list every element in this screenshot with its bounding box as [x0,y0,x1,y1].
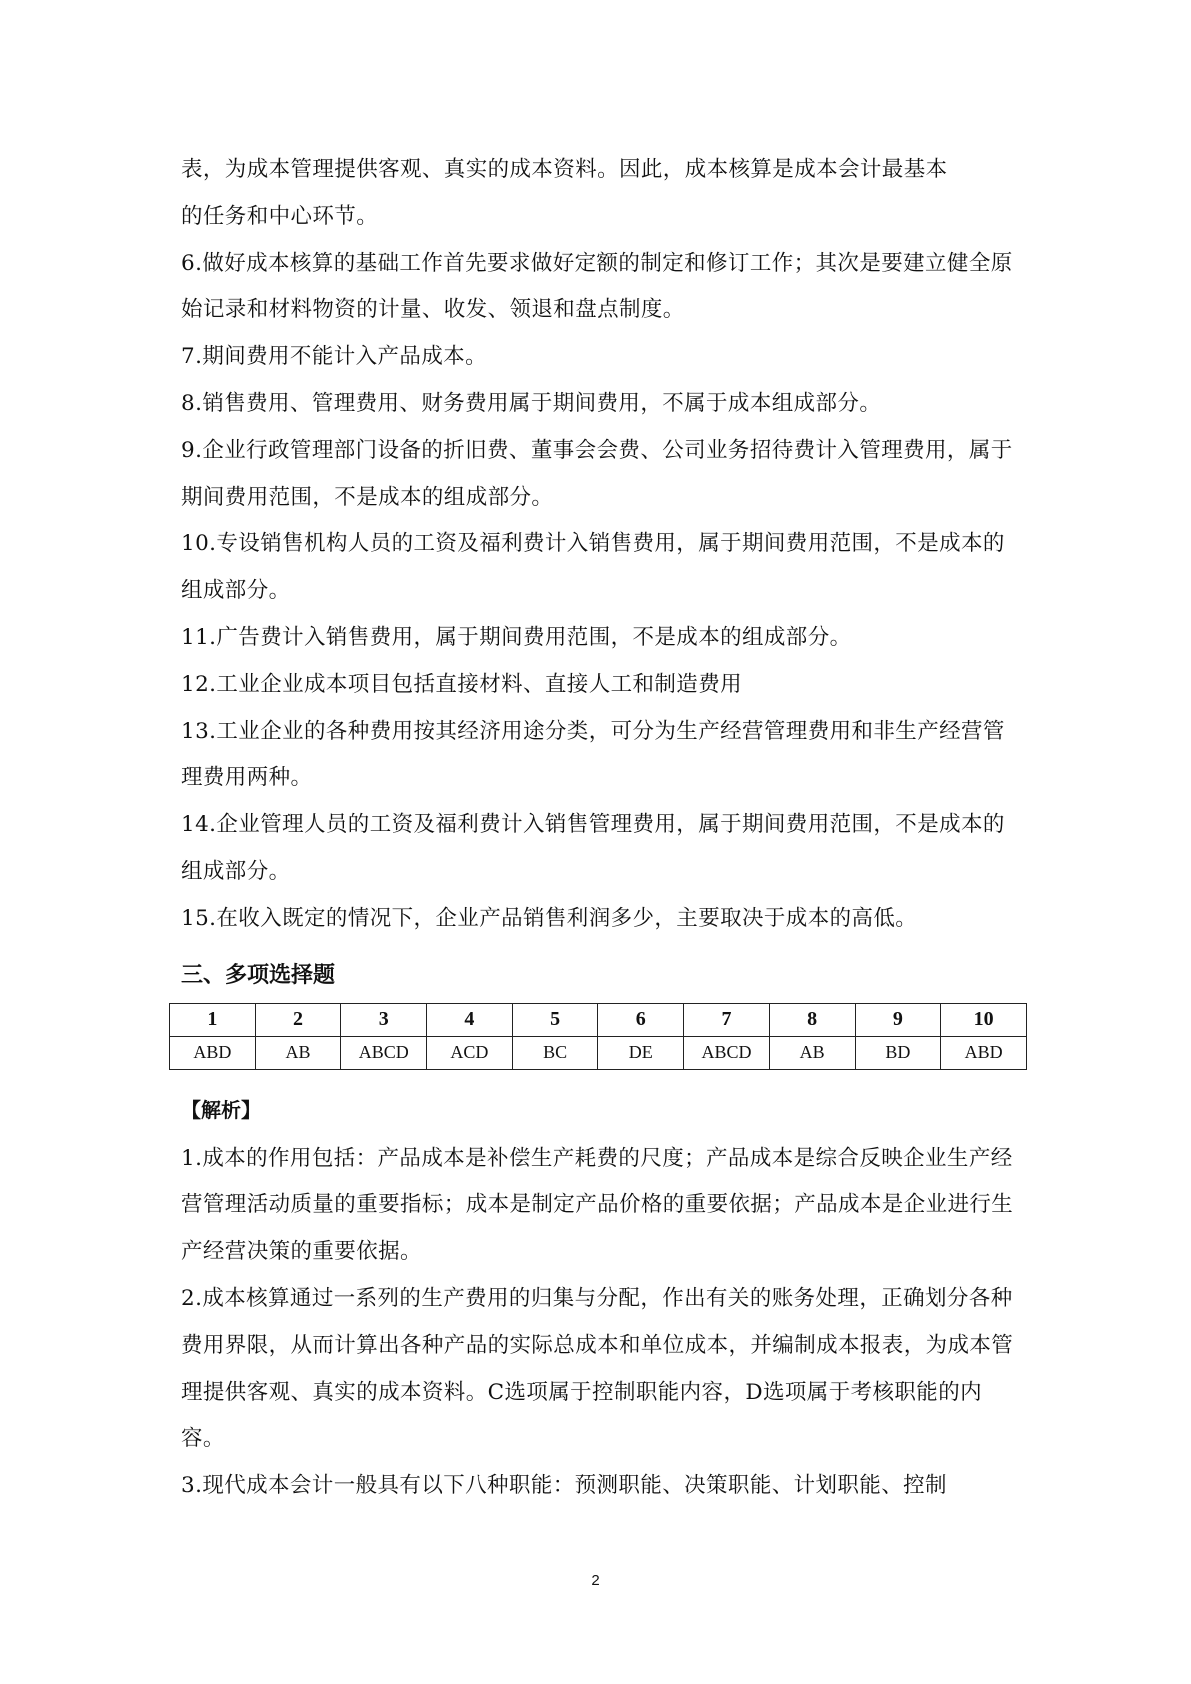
intro-line: 的任务和中心环节。 [181,203,379,229]
answer-cell: BD [855,1036,941,1069]
answer-value-row [170,1036,1027,1069]
judgement-item-10: 10.专设销售机构人员的工资及福利费计入销售费用，属于期间费用范围，不是成本的组成部分。 [181,531,1005,604]
question-number-cell: 9 [855,1003,941,1036]
question-number-cell: 8 [769,1003,855,1036]
answer-cell: ACD [427,1036,513,1069]
question-number-cell: 7 [684,1003,770,1036]
section-heading: 三、多项选择题 [181,962,336,988]
answer-table [169,1003,1027,1070]
question-number-cell: 6 [598,1003,684,1036]
answer-cell: ABD [170,1036,256,1069]
answer-cell: DE [598,1036,684,1069]
answer-cell: ABCD [684,1036,770,1069]
question-number-cell: 10 [941,1003,1027,1036]
answer-cell: AB [255,1036,341,1069]
judgement-item-6: 6.做好成本核算的基础工作首先要求做好定额的制定和修订工作；其次是要建立健全原始记录和材料物资的计量、收发、领退和盘点制度。 [181,250,1013,323]
judgement-item-11: 11.广告费计入销售费用，属于期间费用范围，不是成本的组成部分。 [181,624,852,650]
judgement-item-9: 9.企业行政管理部门设备的折旧费、董事会会费、公司业务招待费计入管理费用，属于期间费用范围，不是成本的组成部分。 [181,437,1013,510]
analysis-item-1: 1.成本的作用包括：产品成本是补偿生产耗费的尺度；产品成本是综合反映企业生产经营管理活动质量的重要指标；成本是制定产品价格的重要依据；产品成本是企业进行生产经营决策的重要依据。 [181,1145,1014,1265]
judgement-item-8: 8.销售费用、管理费用、财务费用属于期间费用，不属于成本组成部分。 [181,390,882,416]
answer-cell: ABD [941,1036,1027,1069]
judgement-item-12: 12.工业企业成本项目包括直接材料、直接人工和制造费用 [181,671,742,697]
analysis-item-2: 2.成本核算通过一系列的生产费用的归集与分配，作出有关的账务处理，正确划分各种费用界限，从而计算出各种产品的实际总成本和单位成本，并编制成本报表，为成本管理提供客观、真实的成本资料。C选项属于控制职能内容，D选项属于考核职能的内容。 [181,1285,1014,1452]
answer-cell: AB [769,1036,855,1069]
judgement-item-15: 15.在收入既定的情况下，企业产品销售利润多少，主要取决于成本的高低。 [181,905,918,931]
judgement-item-13: 13.工业企业的各种费用按其经济用途分类，可分为生产经营管理费用和非生产经营管理费用两种。 [181,718,1005,791]
intro-line: 表，为成本管理提供客观、真实的成本资料。因此，成本核算是成本会计最基本 [181,157,948,182]
question-number-cell: 3 [341,1003,427,1036]
page-number: 2 [591,1572,600,1589]
page-content [181,147,1021,1510]
analysis-heading: 【解析】 [181,1097,261,1122]
question-number-cell: 2 [255,1003,341,1036]
answer-number-row [170,1003,1027,1036]
question-number-cell: 1 [170,1003,256,1036]
answer-cell: BC [512,1036,598,1069]
question-number-cell: 5 [512,1003,598,1036]
question-number-cell: 4 [427,1003,513,1036]
judgement-item-14: 14.企业管理人员的工资及福利费计入销售管理费用，属于期间费用范围，不是成本的组成部分。 [181,812,1005,884]
judgement-item-7: 7.期间费用不能计入产品成本。 [181,344,488,370]
analysis-item-3: 3.现代成本会计一般具有以下八种职能：预测职能、决策职能、计划职能、控制 [181,1473,947,1499]
answer-cell: ABCD [341,1036,427,1069]
